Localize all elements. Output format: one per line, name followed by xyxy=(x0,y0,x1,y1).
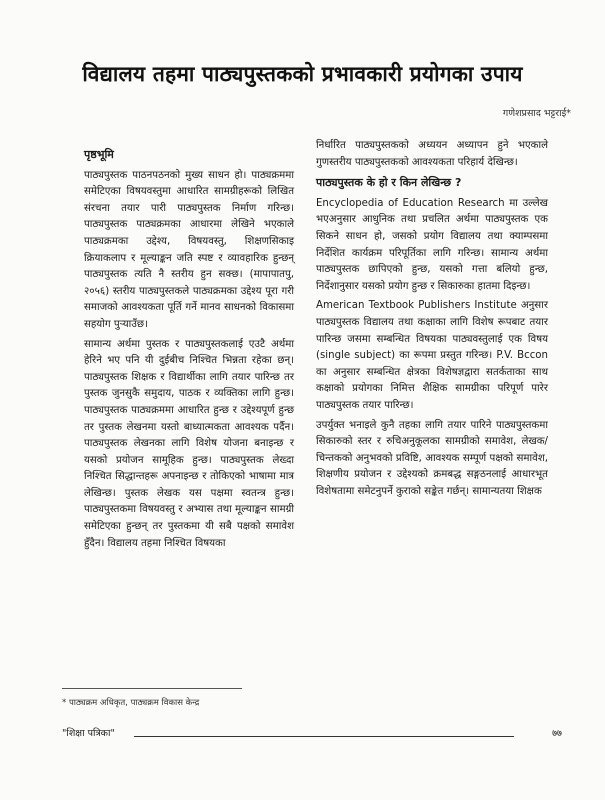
paragraph: पाठ्यपुस्तक पाठनपठनको मुख्य साधन हो। पाठ्यक्रममा समेटिएका विषयवस्तुमा आधारित सामग्रीहरूको लिखित संरचना तयार पारी पाठ्यपुस्तक निर्माण गरिन्छ। पाठ्यपुस्तक पाठ्यक्रमका आधारमा लेखिने भएकाले पाठ्यक्रमका उद्देश्य, विषयवस्तु, शिक्षणसिकाइ क्रियाकलाप र मूल्याङ्कन जति स्पष्ट र व्यावहारिक हुन्छन् पाठ्यपुस्तक त्यति नै स्तरीय हुन सक्छ। (मापापातपु, २०५६) स्तरीय पाठ्यपुस्तकले पाठ्यक्रमका उद्देश्य पूरा गरी समाजको आवश्यकता पूर्ति गर्ने मानव साधनको विकासमा सहयोग पुऱ्याउँछ। xyxy=(84,169,294,330)
footnote-divider xyxy=(62,688,242,689)
page-footer xyxy=(62,726,562,742)
left-column xyxy=(84,143,294,555)
author-name: गणेशप्रसाद भट्टराई* xyxy=(502,108,571,119)
page-number: ७७ xyxy=(552,728,562,739)
paragraph: निर्धारित पाठ्यपुस्तकको अध्ययन अध्यापन हुने भएकाले गुणस्तरीय पाठ्यपुस्तकको आवश्यकता परिहार्य देखिन्छ। xyxy=(316,140,548,168)
article-title: विद्यालय तहमा पाठ्यपुस्तकको प्रभावकारी प्रयोगका उपाय xyxy=(82,62,523,86)
paragraph: Encyclopedia of Education Research मा उल्लेख भएअनुसार आधुनिक तथा प्रचलित अर्थमा पाठ्यपुस्तक एक सिकने साधन हो, जसको प्रयोग विद्यालय तथा क्याम्पसमा निर्देशित कार्यक्रम परिपूर्तिका लागि गरिन्छ। सामान्य अर्थमा पाठ्यपुस्तक छापिएको हुन्छ, यसको गत्ता बलियो हुन्छ, निर्देशानुसार यसको प्रयोग हुन्छ र सिकारुका हातमा दिइन्छ। xyxy=(316,197,548,292)
right-column xyxy=(316,138,548,503)
paragraph: American Textbook Publishers Institute अनुसार पाठ्यपुस्तक विद्यालय तथा कक्षाका लागि विशेष रूपबाट तयार पारिन्छ जसमा सम्बन्धित विषयका पाठ्यवस्तुलाई एक विषय (single subject) का रूपमा प्रस्तुत गरिन्छ। P.V. Bccon का अनुसार सम्बन्धित क्षेत्रका विशेषज्ञद्वारा सतर्कताका साथ कक्षाको प्रयोगका निमित्त शैक्षिक सामग्रीका परिपूर्ण पारेर पाठ्यपुस्तक तयार पारिन्छ। xyxy=(316,300,548,411)
journal-name: "शिक्षा पत्रिका" xyxy=(62,728,115,739)
paragraph: उपर्युक्त भनाइले कुनै तहका लागि तयार पारिने पाठ्यपुस्तकमा सिकारुको स्तर र रुचिअनुकूलका सामग्रीको समावेश, लेखक/चिन्तकको अनुभवको प्रविष्टि, आवश्यक सम्पूर्ण पक्षको समावेश, शिक्षणीय प्रयोजन र उद्देश्यको क्रमबद्ध सङ्गठनलाई आधारभूत विशेषतामा समेटनुपर्ने कुराको सङ्केत गर्छन्। सामान्यतया शिक्षक xyxy=(316,419,548,497)
paragraph: सामान्य अर्थमा पुस्तक र पाठ्यपुस्तकलाई एउटै अर्थमा हेरिने भए पनि यी दुईबीच निश्चित भिन्नता रहेका छन्। पाठ्यपुस्तक शिक्षक र विद्यार्थीका लागि तयार पारिन्छ तर पुस्तक जुनसुकै समुदाय, पाठक र व्यक्तिका लागि हुन्छ। पाठ्यपुस्तक पाठ्यक्रममा आधारित हुन्छ र उद्देश्यपूर्ण हुन्छ तर पुस्तक लेखनमा यस्तो बाध्यात्मकता आवश्यक पर्दैन। पाठ्यपुस्तक लेखनका लागि विशेष योजना बनाइन्छ र यसको प्रयोजन सामूहिक हुन्छ। पाठ्यपुस्तक लेख्दा निश्चित सिद्धान्तहरू अपनाइन्छ र तोकिएको भाषामा मात्र लेखिन्छ। पुस्तक लेखक यस पक्षमा स्वतन्त्र हुन्छ। पाठ्यपुस्तकमा विषयवस्तु र अभ्यास तथा मूल्याङ्कन सामग्री समेटिएका हुन्छन् तर पुस्तकमा यी सबै पक्षको समावेश हुँदैन। विद्यालय तहमा निश्चित विषयका xyxy=(84,338,294,549)
section-heading-background: पृष्ठभूमि xyxy=(84,148,114,161)
footer-rule xyxy=(134,736,514,737)
footnote: * पाठ्यक्रम अधिकृत, पाठ्यक्रम विकास केन्द्र xyxy=(62,698,200,708)
section-heading-what-is-textbook: पाठ्यपुस्तक के हो र किन लेखिन्छ ? xyxy=(316,176,462,190)
